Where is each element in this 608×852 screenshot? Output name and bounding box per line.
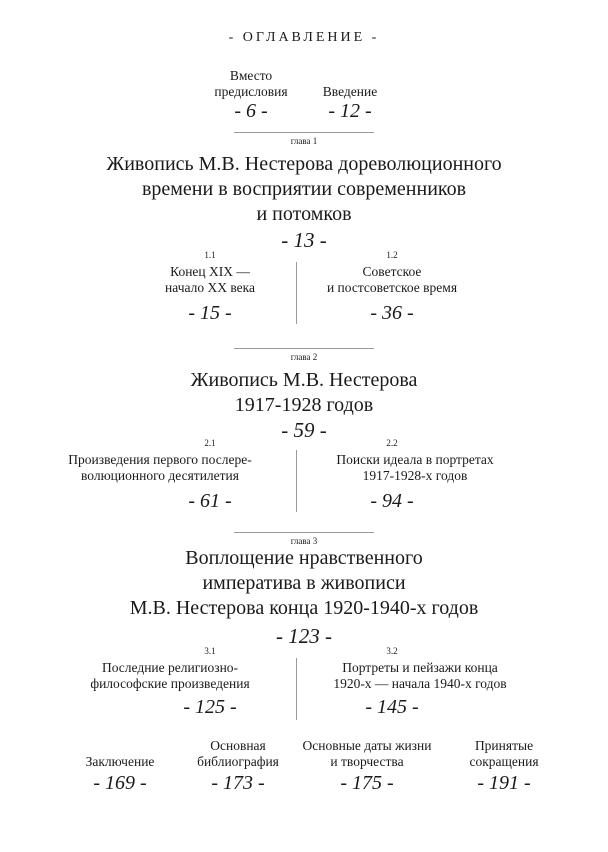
section-divider [296, 262, 297, 324]
chapter-label: глава 1 [290, 136, 318, 146]
appendix-page: - 175 - [340, 772, 394, 794]
appendix-label: Основные даты жизни и творчества [302, 738, 432, 769]
section-divider [296, 450, 297, 512]
appendix-label: Основная библиография [197, 738, 279, 769]
section-page: - 145 - [365, 696, 419, 718]
section-label: Портреты и пейзажи конца 1920-х — начала 1940-х годов [333, 660, 507, 691]
section-label: Советское и постсоветское время [326, 264, 458, 295]
appendix-label: Заключение [85, 754, 155, 769]
section-number: 2.2 [386, 438, 398, 448]
chapter-divider [234, 348, 374, 349]
chapter-page: - 59 - [281, 418, 327, 442]
intro-preface-page: - 6 - [234, 100, 268, 122]
section-page: - 36 - [370, 302, 414, 324]
section-number: 3.1 [204, 646, 216, 656]
chapter-title: Воплощение нравственного императива в живописи М.В. Нестерова конца 1920-1940-х годов [129, 547, 479, 619]
chapter-divider [234, 532, 374, 533]
section-label: Последние религиозно- философские произведения [90, 660, 250, 691]
section-label: Поиски идеала в портретах 1917-1928-х годов [336, 452, 494, 483]
toc-title: - ОГЛАВЛЕНИЕ - [228, 30, 380, 45]
section-number: 1.1 [204, 250, 216, 260]
section-page: - 94 - [370, 490, 414, 512]
appendix-page: - 191 - [477, 772, 531, 794]
section-page: - 125 - [183, 696, 237, 718]
appendix-page: - 173 - [211, 772, 265, 794]
chapter-label: глава 2 [290, 352, 318, 362]
intro-preface-label: Вместо предисловия [214, 68, 288, 99]
section-label: Произведения первого послере- волюционного десятилетия [68, 452, 252, 483]
chapter-title: Живопись М.В. Нестерова 1917-1928 годов [190, 369, 418, 416]
chapter-divider [234, 132, 374, 133]
section-number: 2.1 [204, 438, 216, 448]
section-number: 3.2 [386, 646, 398, 656]
chapter-label: глава 3 [290, 536, 318, 546]
section-page: - 15 - [188, 302, 232, 324]
appendix-label: Принятые сокращения [469, 738, 539, 769]
section-page: - 61 - [188, 490, 232, 512]
section-divider [296, 658, 297, 720]
intro-introduction-label: Введение [322, 84, 378, 99]
chapter-page: - 123 - [276, 624, 332, 648]
intro-introduction-page: - 12 - [328, 100, 372, 122]
chapter-title: Живопись М.В. Нестерова дореволюционного времени в восприятии современников и потомков [106, 153, 502, 225]
section-label: Конец XIX — начало XX века [165, 264, 255, 295]
appendix-page: - 169 - [93, 772, 147, 794]
chapter-page: - 13 - [281, 228, 327, 252]
section-number: 1.2 [386, 250, 398, 260]
